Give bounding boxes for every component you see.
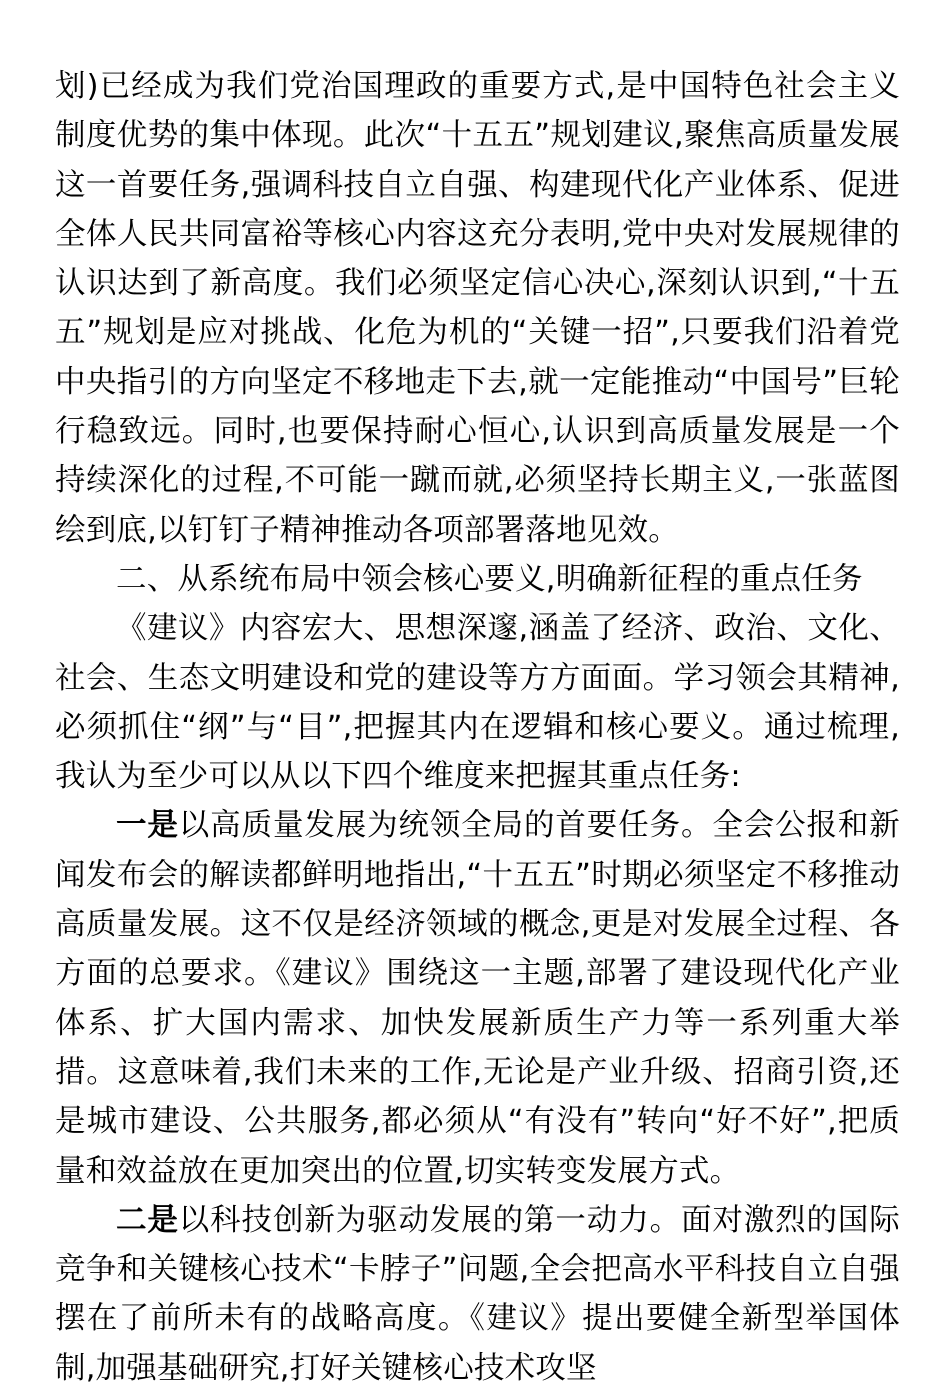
paragraph-overview: 《建议》内容宏大、思想深邃,涵盖了经济、政治、文化、社会、生态文明建设和党的建设等方方面面。学习领会其精神,必须抓住“纲”与“目”,把握其内在逻辑和核心要义。通过梳理,我认为至少可以从以下四个维度来把握其重点任务:	[55, 611, 900, 795]
paragraph-point-two-lead: 二是	[116, 1202, 179, 1238]
paragraph-continued: 划)已经成为我们党治国理政的重要方式,是中国特色社会主义制度优势的集中体现。此次“十五五”规划建议,聚焦高质量发展这一首要任务,强调科技自立自强、构建现代化产业体系、促进全体人民共同富裕等核心内容这充分表明,党中央对发展规律的认识达到了新高度。我们必须坚定信心决心,深刻认识到,“十五五”规划是应对挑战、化危为机的“关键一招”,只要我们沿着党中央指引的方向坚定不移地走下去,就一定能推动“中国号”巨轮行稳致远。同时,也要保持耐心恒心,认识到高质量发展是一个持续深化的过程,不可能一蹴而就,必须坚持长期主义,一张蓝图绘到底,以钉钉子精神推动各项部署落地见效。	[55, 69, 900, 548]
paragraph-point-one	[55, 801, 900, 1195]
paragraph-point-two	[55, 1196, 900, 1393]
document-body	[55, 62, 900, 1393]
paragraph-point-one-text: 以高质量发展为统领全局的首要任务。全会公报和新闻发布会的解读都鲜明地指出,“十五五”时期必须坚定不移推动高质量发展。这不仅是经济领域的概念,更是对发展全过程、各方面的总要求。《建议》围绕这一主题,部署了建设现代化产业体系、扩大国内需求、加快发展新质生产力等一系列重大举措。这意味着,我们未来的工作,无论是产业升级、招商引资,还是城市建设、公共服务,都必须从“有没有”转向“好不好”,把质量和效益放在更加突出的位置,切实转变发展方式。	[55, 808, 900, 1189]
section-heading-two: 二、从系统布局中领会核心要义,明确新征程的重点任务	[116, 561, 863, 597]
paragraph-point-one-lead: 一是	[116, 808, 179, 844]
paragraph-point-two-text: 以科技创新为驱动发展的第一动力。面对激烈的国际竞争和关键核心技术“卡脖子”问题,全会把高水平科技自立自强摆在了前所未有的战略高度。《建议》提出要健全新型举国体制,加强基础研究,打好关键核心技术攻坚	[55, 1202, 900, 1386]
